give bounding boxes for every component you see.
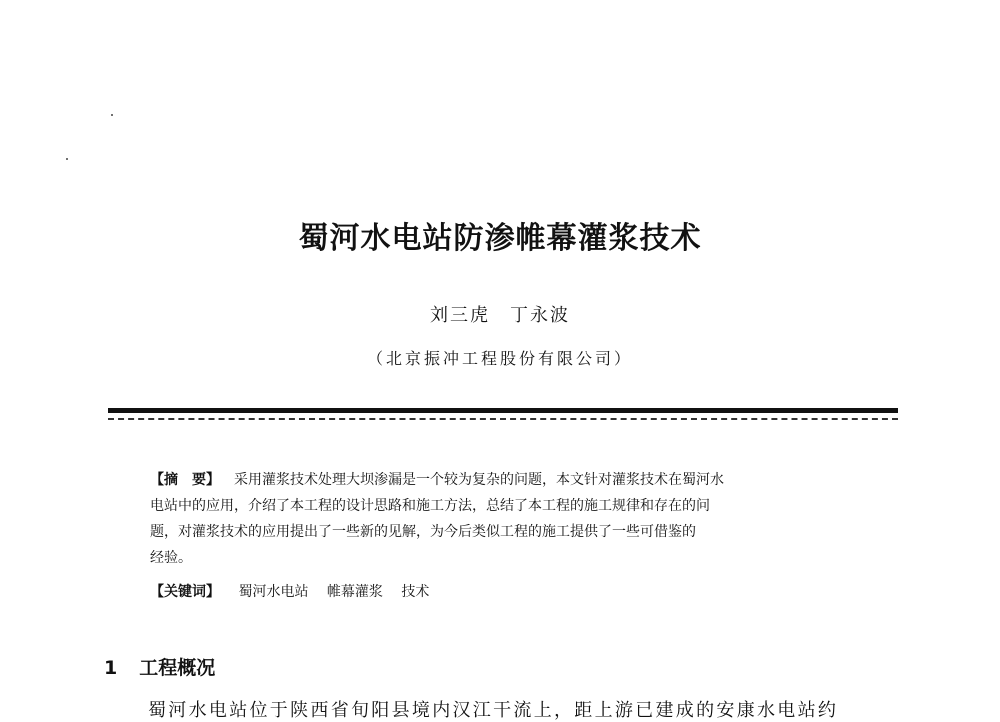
header-rule-thin xyxy=(108,418,898,420)
body-paragraph-line: 蜀河水电站位于陕西省旬阳县境内汉江干流上，距上游已建成的安康水电站约 xyxy=(148,700,839,721)
keyword: 蜀河水电站 xyxy=(238,584,309,600)
keywords-block xyxy=(150,582,443,602)
section-heading xyxy=(104,653,215,680)
abstract-line xyxy=(150,467,858,493)
keyword: 技术 xyxy=(401,584,430,600)
scan-speck xyxy=(66,158,68,160)
abstract-line: 经验。 xyxy=(150,550,192,566)
abstract-text: 采用灌浆技术处理大坝渗漏是一个较为复杂的问题，本文针对灌浆技术在蜀河水 xyxy=(234,472,724,488)
paper-title: 蜀河水电站防渗帷幕灌浆技术 xyxy=(298,221,702,256)
section-title: 工程概况 xyxy=(139,657,216,679)
paper-affiliation: （北京振冲工程股份有限公司） xyxy=(366,349,633,368)
abstract-line: 电站中的应用，介绍了本工程的设计思路和施工方法，总结了本工程的施工规律和存在的问 xyxy=(150,498,710,514)
scan-speck xyxy=(111,114,113,116)
abstract-line: 题，对灌浆技术的应用提出了一些新的见解，为今后类似工程的施工提供了一些可借鉴的 xyxy=(150,524,696,540)
abstract-label: 【摘 要】 xyxy=(150,472,220,488)
keywords-label: 【关键词】 xyxy=(150,584,220,600)
paper-authors: 刘三虎 丁永波 xyxy=(430,305,570,326)
keyword: 帷幕灌浆 xyxy=(326,584,383,600)
section-number: 1 xyxy=(104,657,118,679)
abstract-block xyxy=(150,467,858,571)
header-rule-thick xyxy=(108,408,898,413)
